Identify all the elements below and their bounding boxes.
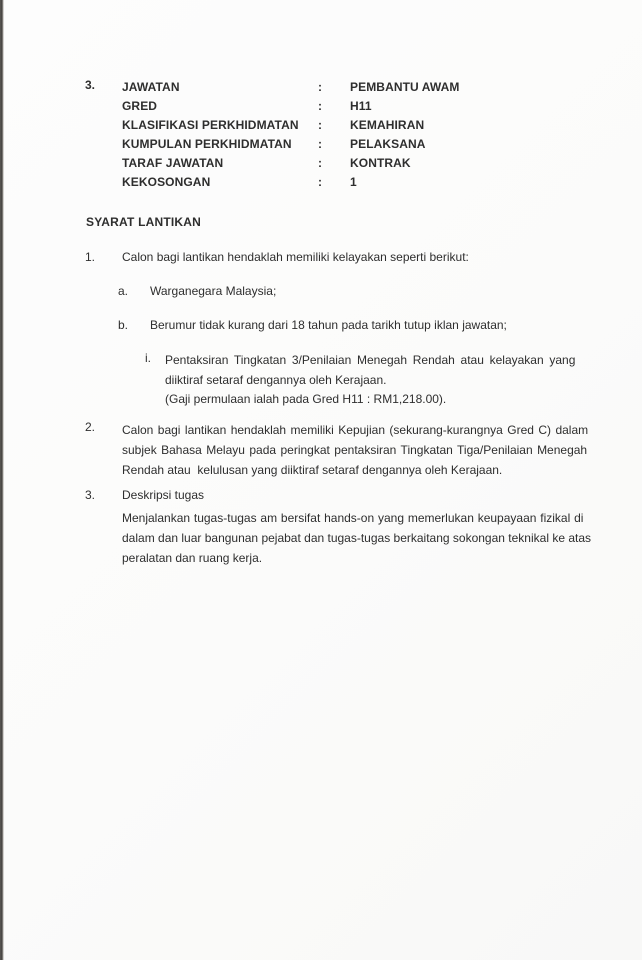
job-detail-separator: :	[318, 118, 323, 132]
item-3-paragraph	[122, 508, 591, 568]
item-3-title: Deskripsi tugas	[122, 488, 205, 502]
item-2-paragraph	[122, 420, 588, 480]
item-3-number: 3.	[85, 488, 96, 502]
item-1-text: Calon bagi lantikan hendaklah memiliki kelayakan seperti berikut:	[122, 250, 469, 264]
job-detail-value: 1	[350, 175, 357, 189]
sub-item-i-paragraph	[165, 351, 575, 410]
job-detail-value: PELAKSANA	[350, 137, 426, 151]
job-details-item-number: 3.	[85, 78, 96, 92]
sub-item-b-marker: b.	[118, 318, 129, 332]
item-3-line: dalam dan luar bangunan pejabat dan tugas-tugas berkaitang sokongan teknikal ke atas	[122, 531, 592, 545]
section-heading: SYARAT LANTIKAN	[86, 215, 202, 229]
item-2-line: Calon bagi lantikan hendaklah memiliki Kepujian (sekurang-kurangnya Gred C) dalam	[122, 423, 589, 437]
sub-item-i-line: (Gaji permulaan ialah pada Gred H11 : RM1,218.00).	[165, 392, 447, 406]
item-2-number: 2.	[85, 420, 96, 434]
sub-item-b-text: Berumur tidak kurang dari 18 tahun pada tarikh tutup iklan jawatan;	[150, 318, 507, 332]
item-3-line: peralatan dan ruang kerja.	[122, 551, 263, 565]
job-detail-separator: :	[318, 137, 323, 151]
job-detail-value: KONTRAK	[350, 156, 411, 170]
sub-item-i-line: diiktiraf setaraf dengannya oleh Kerajaan.	[165, 372, 387, 387]
scan-left-edge	[0, 0, 4, 960]
job-detail-label: KLASIFIKASI PERKHIDMATAN	[122, 118, 299, 132]
job-details-table	[122, 78, 460, 192]
job-detail-value: KEMAHIRAN	[350, 118, 425, 132]
sub-item-i-marker: i.	[145, 351, 151, 365]
job-detail-label: KEKOSONGAN	[122, 175, 211, 189]
job-detail-value: PEMBANTU AWAM	[350, 80, 460, 94]
job-detail-separator: :	[318, 156, 323, 170]
job-detail-label: GRED	[122, 99, 158, 113]
job-detail-label: JAWATAN	[122, 80, 180, 94]
job-detail-label: KUMPULAN PERKHIDMATAN	[122, 137, 292, 151]
job-detail-separator: :	[318, 175, 323, 189]
job-detail-separator: :	[318, 80, 323, 94]
job-detail-separator: :	[318, 99, 323, 113]
sub-item-a-marker: a.	[118, 284, 129, 298]
item-1-number: 1.	[85, 250, 96, 264]
job-detail-value: H11	[350, 99, 372, 113]
item-3-line: Menjalankan tugas-tugas am bersifat hands-on yang memerlukan keupayaan fizikal di	[122, 511, 584, 525]
sub-item-a-text: Warganegara Malaysia;	[150, 284, 277, 298]
job-detail-label: TARAF JAWATAN	[122, 156, 224, 170]
sub-item-i-line: Pentaksiran Tingkatan 3/Penilaian Menegah Rendah atau kelayakan yang	[165, 353, 576, 367]
item-2-line: Rendah atau kelulusan yang diiktiraf setaraf dengannya oleh Kerajaan.	[122, 463, 503, 477]
item-2-line: subjek Bahasa Melayu pada peringkat pentaksiran Tingkatan Tiga/Penilaian Menegah	[122, 443, 588, 457]
